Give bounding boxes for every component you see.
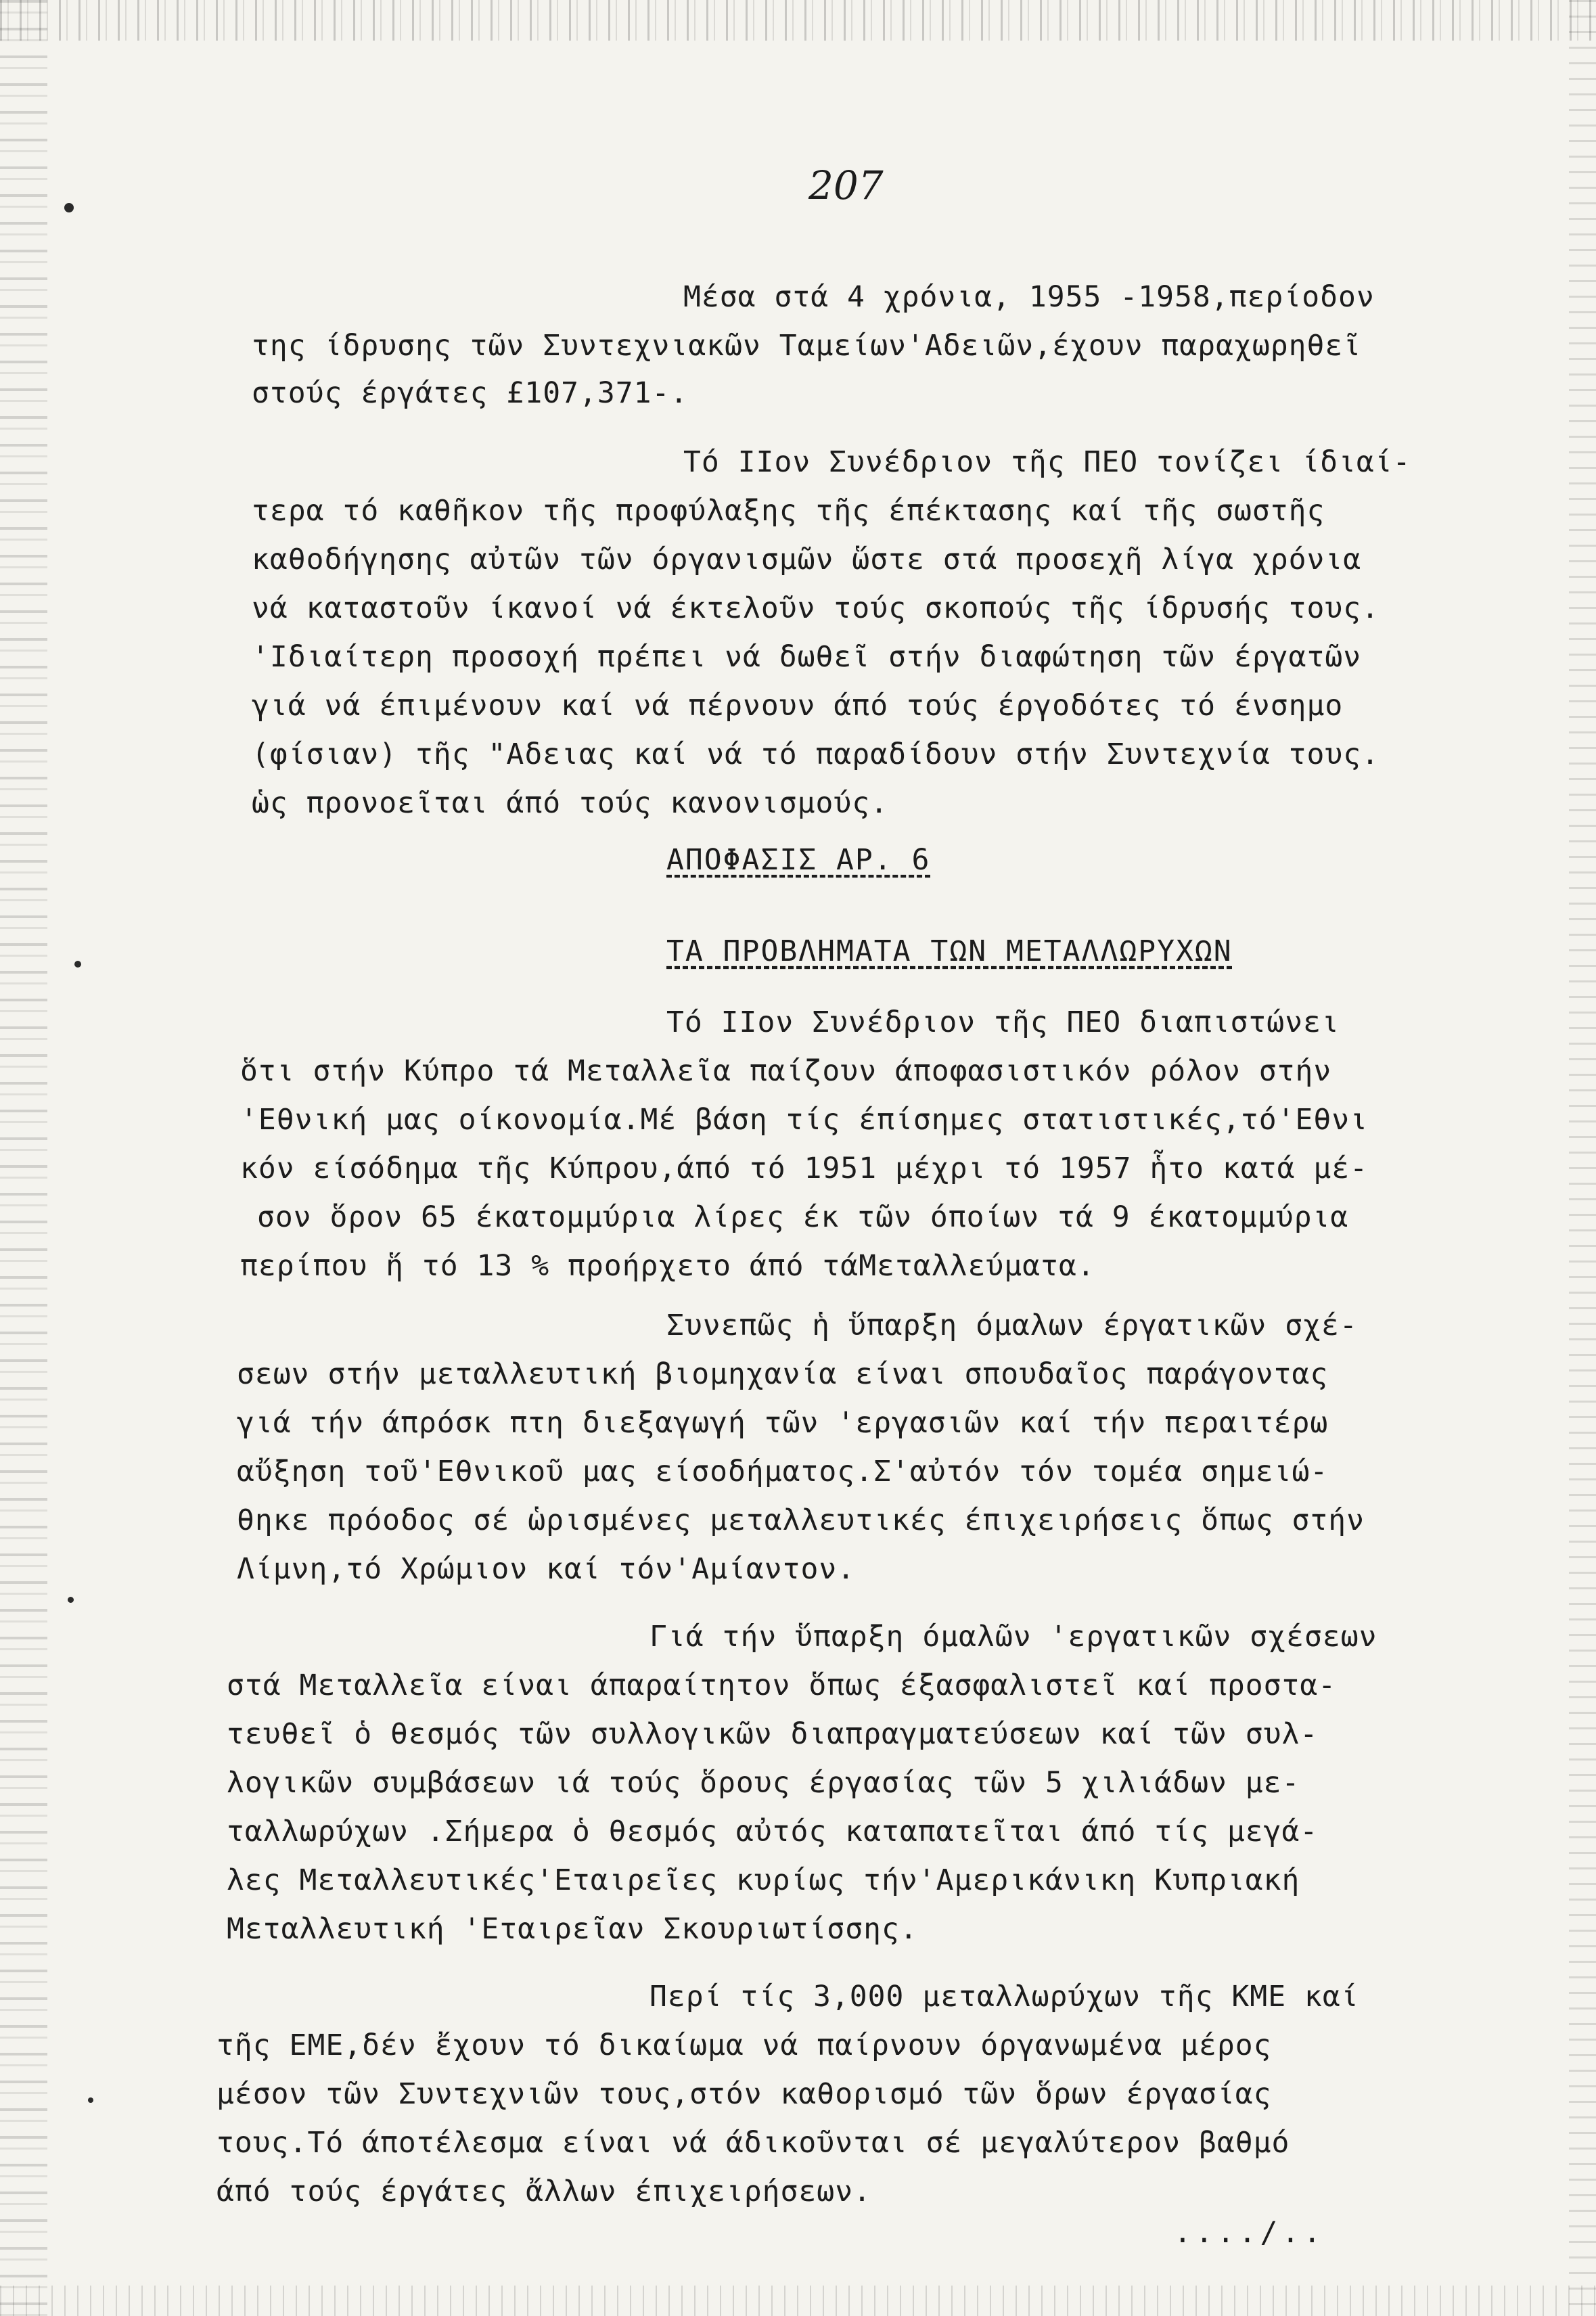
text-line: Περί τίς 3,000 μεταλλωρύχων τῆς ΚΜΕ καί <box>649 1980 1359 2014</box>
text-line: τερα τό καθῆκον τῆς προφύλαξης τῆς έπέκτασης καί τῆς σωστῆς <box>252 494 1325 528</box>
text-line: λογικῶν συμβάσεων ιά τούς ὅρους έργασίας τῶν 5 χιλιάδων με- <box>227 1766 1300 1800</box>
scan-speck <box>74 961 81 968</box>
text-line: της ίδρυσης τῶν Συντεχνιακῶν Ταμείων'Αδειῶν,έχουν παραχωρηθεῖ <box>252 329 1362 363</box>
text-line: ὡς προνοεῖται άπό τούς κανονισμούς. <box>252 786 889 820</box>
text-line: Τό IIον Συνέδριον τῆς ΠΕΟ διαπιστώνει <box>666 1005 1340 1039</box>
text-line: τῆς ΕΜΕ,δέν ἔχουν τό δικαίωμα νά παίρνουν όργανωμένα μέρος <box>216 2028 1272 2062</box>
text-line: κόν είσόδημα τῆς Κύπρου,άπό τό 1951 μέχρι τό 1957 ἧτο κατά μέ- <box>240 1152 1369 1185</box>
scan-speck <box>68 1597 74 1603</box>
text-line: τους.Τό άποτέλεσμα είναι νά άδικοῦνται σέ μεγαλύτερον βαθμό <box>216 2126 1290 2160</box>
scan-edge-bottom <box>0 2286 1596 2316</box>
resolution-heading: ΑΠΟΦΑΣΙΣ ΑΡ. 6 <box>666 843 931 877</box>
scan-edge-left <box>0 0 47 2316</box>
text-line: περίπου ἥ τό 13 % προήρχετο άπό τάΜεταλλεύματα. <box>240 1249 1095 1283</box>
text-line: γιά νά έπιμένουν καί νά πέρνουν άπό τούς έργοδότες τό ένσημο <box>252 689 1344 723</box>
scan-speck <box>64 203 74 212</box>
text-line: αὔξηση τοῦ'Εθνικοῦ μας είσοδήματος.Σ'αὐτόν τόν τομέα σημειώ- <box>237 1455 1329 1489</box>
text-line: μέσον τῶν Συντεχνιῶν τους,στόν καθορισμό τῶν ὅρων έργασίας <box>216 2077 1272 2111</box>
scan-speck <box>88 2097 93 2103</box>
text-line: γιά τήν άπρόσκ πτη διεξαγωγή τῶν 'εργασιῶν καί τήν περαιτέρω <box>237 1406 1329 1440</box>
text-line: Συνεπῶς ἡ ὕπαρξη όμαλων έργατικῶν σχέ- <box>666 1309 1358 1342</box>
text-line: καθοδήγησης αὐτῶν τῶν όργανισμῶν ὥστε στά προσεχῆ λίγα χρόνια <box>252 543 1362 576</box>
text-line: στούς έργάτες £107,371-. <box>252 376 689 410</box>
scan-edge-top <box>0 0 1596 41</box>
text-line: Γιά τήν ὕπαρξη όμαλῶν 'εργατικῶν σχέσεων <box>649 1620 1377 1654</box>
text-line: Τό IIον Συνέδριον τῆς ΠΕΟ τονίζει ίδιαί- <box>683 445 1411 479</box>
continuation-mark: ..../.. <box>1174 2216 1325 2250</box>
text-line: τευθεῖ ὁ θεσμός τῶν συλλογικῶν διαπραγματεύσεων καί τῶν συλ- <box>227 1717 1319 1751</box>
text-line: στά Μεταλλεῖα είναι άπαραίτητον ὅπως έξασφαλιστεῖ καί προστα- <box>227 1668 1337 1702</box>
section-title: ΤΑ ΠΡΟΒΛΗΜΑΤΑ ΤΩΝ ΜΕΤΑΛΛΩΡΥΧΩΝ <box>666 934 1233 968</box>
text-line: νά καταστοῦν ίκανοί νά έκτελοῦν τούς σκοπούς τῆς ίδρυσής τους. <box>252 591 1380 625</box>
text-line: άπό τούς έργάτες ἄλλων έπιχειρήσεων. <box>216 2175 871 2208</box>
text-line: 'Εθνική μας οίκονομία.Μέ βάση τίς έπίσημες στατιστικές,τό'Εθνι <box>240 1103 1369 1137</box>
text-line: ταλλωρύχων .Σήμερα ὁ θεσμός αὐτός καταπατεῖται άπό τίς μεγά- <box>227 1815 1319 1848</box>
scan-edge-right <box>1569 0 1596 2316</box>
text-line: ὅτι στήν Κύπρο τά Μεταλλεῖα παίζουν άποφασιστικόν ρόλον στήν <box>240 1054 1332 1088</box>
text-line: Μέσα στά 4 χρόνια, 1955 -1958,περίοδον <box>683 280 1375 314</box>
text-line: 'Ιδιαίτερη προσοχή πρέπει νά δωθεῖ στήν διαφώτηση τῶν έργατῶν <box>252 640 1362 674</box>
text-line: σεων στήν μεταλλευτική βιομηχανία είναι σπουδαῖος παράγοντας <box>237 1357 1329 1391</box>
text-line: θηκε πρόοδος σέ ὡρισμένες μεταλλευτικές έπιχειρήσεις ὅπως στήν <box>237 1503 1365 1537</box>
text-line: λες Μεταλλευτικές'Εταιρεῖες κυρίως τήν'Αμερικάνικη Κυπριακή <box>227 1863 1300 1897</box>
text-line: (φίσιαν) τῆς "Αδειας καί νά τό παραδίδουν στήν Συντεχνία τους. <box>252 737 1380 771</box>
text-line: Μεταλλευτική 'Εταιρεῖαν Σκουριωτίσσης. <box>227 1912 918 1946</box>
page-number: 207 <box>808 162 884 208</box>
text-line: σον ὅρον 65 έκατομμύρια λίρες έκ τῶν όποίων τά 9 έκατομμύρια <box>257 1200 1349 1234</box>
text-line: Λίμνη,τό Χρώμιον καί τόν'Αμίαντον. <box>237 1552 856 1586</box>
